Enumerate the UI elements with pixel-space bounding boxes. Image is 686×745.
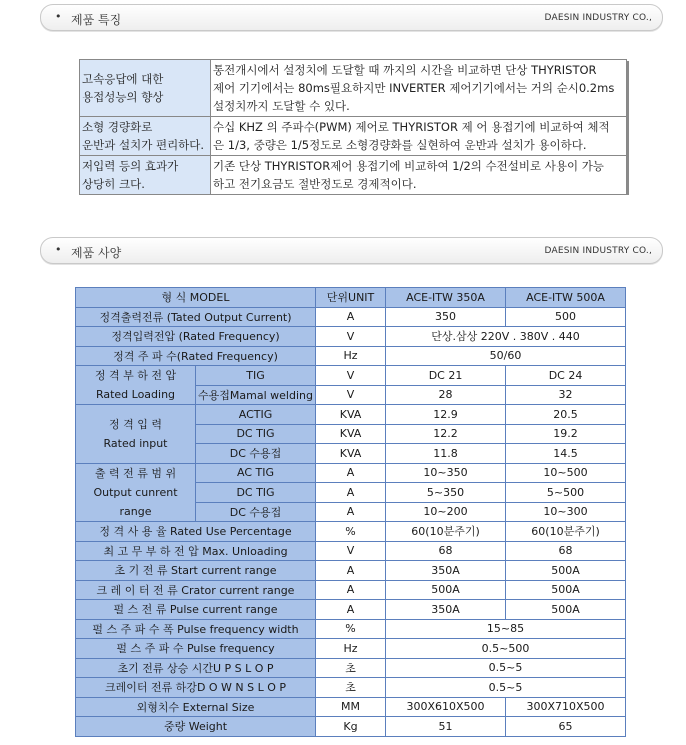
row-label: 정 격 사 용 율 Rated Use Percentage <box>76 522 316 542</box>
group-label: 정 격 입 력 Rated input <box>76 405 196 464</box>
bullet-icon: • <box>55 243 62 256</box>
row-unit: MM <box>316 697 386 717</box>
row-unit: Hz <box>316 639 386 659</box>
value-shared: 0.5~5 <box>386 658 626 678</box>
value-500: 60(10분주기) <box>506 522 626 542</box>
value-350: 60(10분주기) <box>386 522 506 542</box>
row-label: 펄 스 주 파 수 Pulse frequency <box>76 639 316 659</box>
group-label: 정 격 부 하 전 압 Rated Loading <box>76 366 196 405</box>
header-model-500: ACE-ITW 500A <box>506 288 626 308</box>
row-unit: % <box>316 522 386 542</box>
row-unit: 초 <box>316 658 386 678</box>
table-row <box>80 60 627 117</box>
row-label: 초기 전류 상승 시간U P S L O P <box>76 658 316 678</box>
value-500: 19.2 <box>506 424 626 444</box>
table-row <box>76 600 626 620</box>
row-label: 정격출력전류 (Tated Output Current) <box>76 307 316 327</box>
table-row <box>76 697 626 717</box>
row-unit: A <box>316 307 386 327</box>
row-unit: V <box>316 327 386 347</box>
row-label: 최 고 무 부 하 전 압 Max. Unloading <box>76 541 316 561</box>
table-row <box>76 619 626 639</box>
value-500: 500A <box>506 600 626 620</box>
value-350: 350A <box>386 600 506 620</box>
group-label: 출 력 전 류 범 위 Output cunrent range <box>76 463 196 522</box>
table-row <box>76 639 626 659</box>
table-row <box>76 346 626 366</box>
table-row <box>76 366 626 386</box>
table-row <box>76 580 626 600</box>
row-unit: A <box>316 483 386 503</box>
value-350: DC 21 <box>386 366 506 386</box>
header-model: 형 식 MODEL <box>76 288 316 308</box>
row-label: 중량 Weight <box>76 717 316 737</box>
row-unit: Kg <box>316 717 386 737</box>
header-model-350: ACE-ITW 350A <box>386 288 506 308</box>
value-350: 350A <box>386 561 506 581</box>
value-500: 32 <box>506 385 626 405</box>
value-350: 10~350 <box>386 463 506 483</box>
section-title: 제품 특징 <box>71 13 122 27</box>
value-350: 10~200 <box>386 502 506 522</box>
feature-description: 통전개시에서 설정치에 도달할 때 까지의 시간을 비교하면 단상 THYRISTOR 제어 기기에서는 80ms필요하지만 INVERTER 제어기기에서는 거의 순시0.2ms 설정치까지 도달할 수 있다. <box>211 60 627 117</box>
value-500: 500A <box>506 561 626 581</box>
table-row <box>76 561 626 581</box>
feature-description: 기존 단상 THYRISTOR제어 용접기에 비교하여 1/2의 수전설비로 사용이 가능 하고 전기요금도 절반정도로 경제적이다. <box>211 156 627 195</box>
row-unit: KVA <box>316 405 386 425</box>
sub-label: DC 수용접 <box>196 502 316 522</box>
row-label: 초 기 전 류 Start current range <box>76 561 316 581</box>
section-title: 제품 사양 <box>71 246 122 260</box>
brand-name: DAESIN INDUSTRY CO., <box>544 13 652 23</box>
value-350: 5~350 <box>386 483 506 503</box>
value-500: 10~300 <box>506 502 626 522</box>
table-row <box>76 522 626 542</box>
table-row <box>76 405 626 425</box>
value-500: 14.5 <box>506 444 626 464</box>
sub-label: 수용접Mamal welding <box>196 385 316 405</box>
table-row <box>80 117 627 156</box>
table-row <box>76 678 626 698</box>
sub-label: TIG <box>196 366 316 386</box>
value-shared: 50/60 <box>386 346 626 366</box>
value-500: DC 24 <box>506 366 626 386</box>
spec-table <box>75 287 626 737</box>
row-unit: A <box>316 502 386 522</box>
row-unit: KVA <box>316 444 386 464</box>
table-row <box>76 658 626 678</box>
section-header-specs <box>40 237 663 264</box>
sub-label: DC TIG <box>196 483 316 503</box>
sub-label: DC TIG <box>196 424 316 444</box>
value-350: 51 <box>386 717 506 737</box>
row-label: 정격입력전압 (Rated Frequency) <box>76 327 316 347</box>
value-500: 500 <box>506 307 626 327</box>
value-shared: 15~85 <box>386 619 626 639</box>
row-unit: KVA <box>316 424 386 444</box>
table-row <box>76 541 626 561</box>
row-label: 외형치수 External Size <box>76 697 316 717</box>
feature-label: 고속응답에 대한 용접성능의 향상 <box>80 60 211 117</box>
value-500: 5~500 <box>506 483 626 503</box>
sub-label: AC TIG <box>196 463 316 483</box>
row-unit: V <box>316 385 386 405</box>
row-unit: V <box>316 541 386 561</box>
value-350: 11.8 <box>386 444 506 464</box>
value-350: 300X610X500 <box>386 697 506 717</box>
feature-description: 수십 KHZ 의 주파수(PWM) 제어로 THYRISTOR 제 어 용접기에 비교하여 체적 은 1/3, 중량은 1/5정도로 소형경량화를 실현하여 운반과 설치가 용이하다. <box>211 117 627 156</box>
value-shared: 0.5~500 <box>386 639 626 659</box>
value-350: 350 <box>386 307 506 327</box>
row-unit: A <box>316 463 386 483</box>
table-row <box>76 717 626 737</box>
value-500: 500A <box>506 580 626 600</box>
value-500: 65 <box>506 717 626 737</box>
value-500: 300X710X500 <box>506 697 626 717</box>
sub-label: DC 수용접 <box>196 444 316 464</box>
row-label: 크 레 이 터 전 류 Crator current range <box>76 580 316 600</box>
row-unit: % <box>316 619 386 639</box>
row-unit: A <box>316 600 386 620</box>
features-table <box>79 59 627 195</box>
row-label: 크레이터 전류 하강D O W N S L O P <box>76 678 316 698</box>
row-unit: 초 <box>316 678 386 698</box>
table-row <box>76 307 626 327</box>
row-label: 펄 스 전 류 Pulse current range <box>76 600 316 620</box>
row-unit: V <box>316 366 386 386</box>
value-350: 12.9 <box>386 405 506 425</box>
value-shared: 0.5~5 <box>386 678 626 698</box>
value-500: 68 <box>506 541 626 561</box>
table-header-row <box>76 288 626 308</box>
sub-label: ACTIG <box>196 405 316 425</box>
header-unit: 단위UNIT <box>316 288 386 308</box>
section-header-features <box>40 4 663 31</box>
feature-label: 소형 경량화로 운반과 설치가 편리하다. <box>80 117 211 156</box>
row-label: 펄 스 주 파 수 폭 Pulse frequency width <box>76 619 316 639</box>
value-350: 28 <box>386 385 506 405</box>
table-row <box>80 156 627 195</box>
row-unit: A <box>316 580 386 600</box>
brand-name: DAESIN INDUSTRY CO., <box>544 246 652 256</box>
feature-label: 저입력 등의 효과가 상당히 크다. <box>80 156 211 195</box>
bullet-icon: • <box>55 10 62 23</box>
row-label: 정격 주 파 수(Rated Frequency) <box>76 346 316 366</box>
row-unit: A <box>316 561 386 581</box>
value-500: 10~500 <box>506 463 626 483</box>
value-500: 20.5 <box>506 405 626 425</box>
value-350: 500A <box>386 580 506 600</box>
table-row <box>76 463 626 483</box>
value-350: 12.2 <box>386 424 506 444</box>
value-350: 68 <box>386 541 506 561</box>
row-unit: Hz <box>316 346 386 366</box>
value-shared: 단상.삼상 220V . 380V . 440 <box>386 327 626 347</box>
table-row <box>76 327 626 347</box>
